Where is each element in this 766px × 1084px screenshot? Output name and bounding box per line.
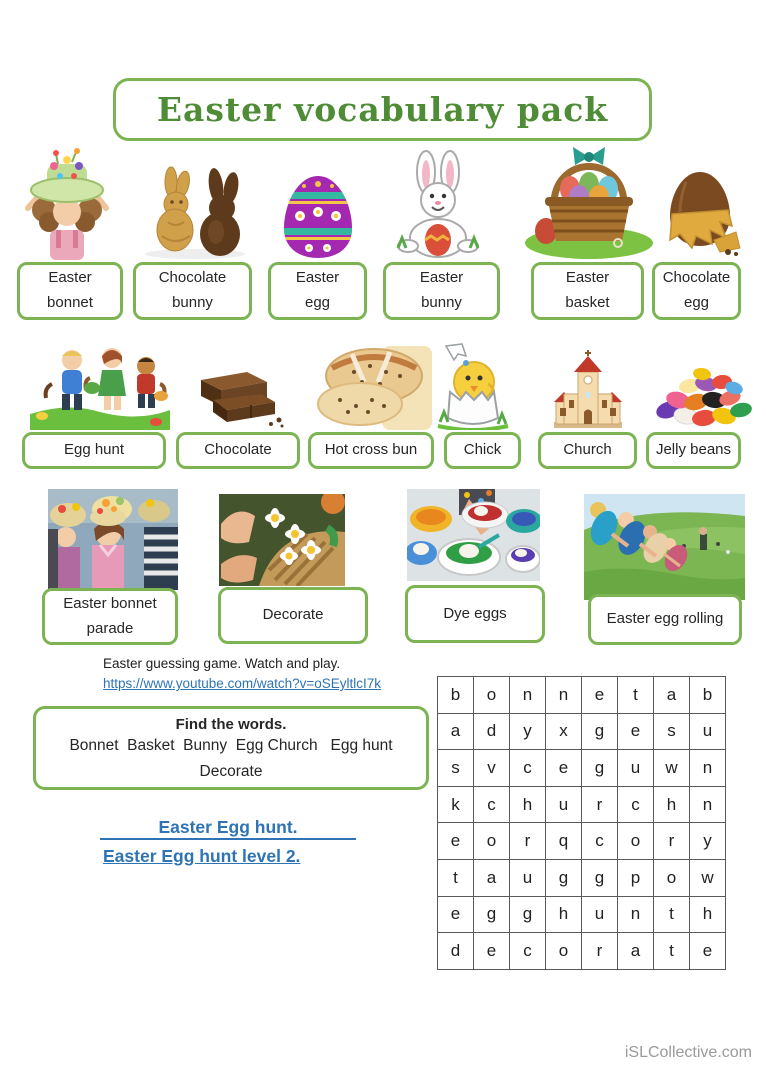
- guessing-game-link[interactable]: https://www.youtube.com/watch?v=oSEyltlcI7k: [103, 676, 382, 691]
- wordsearch-cell: r: [582, 786, 618, 823]
- wordsearch-cell: n: [690, 750, 726, 787]
- chocolate-egg-image: [662, 168, 744, 260]
- wordsearch-cell: q: [546, 823, 582, 860]
- wordsearch-cell: g: [546, 859, 582, 896]
- vocab-label-chocolate: Chocolate: [176, 432, 300, 469]
- wordsearch-cell: o: [618, 823, 654, 860]
- wordsearch-cell: d: [474, 713, 510, 750]
- wordsearch-cell: h: [546, 896, 582, 933]
- find-words-line1: Bonnet Basket Bunny Egg Church Egg hunt: [69, 737, 393, 754]
- vocab-label-jelly-beans: Jelly beans: [646, 432, 741, 469]
- wordsearch-cell: e: [582, 677, 618, 714]
- wordsearch-cell: a: [438, 713, 474, 750]
- vocab-label-chick: Chick: [444, 432, 521, 469]
- wordsearch-cell: g: [510, 896, 546, 933]
- chocolate-bunny-image: [138, 162, 252, 260]
- wordsearch-cell: r: [510, 823, 546, 860]
- easter-egg-hunt-level2-link[interactable]: Easter Egg hunt level 2.: [103, 846, 301, 866]
- wordsearch-cell: w: [654, 750, 690, 787]
- egg-hunt-image: [28, 344, 172, 430]
- wordsearch-cell: w: [690, 859, 726, 896]
- vocab-label-egg-hunt: Egg hunt: [22, 432, 166, 469]
- wordsearch-cell: e: [438, 823, 474, 860]
- wordsearch-cell: s: [654, 713, 690, 750]
- wordsearch-cell: o: [654, 859, 690, 896]
- easter-egg-hunt-link-row: [100, 808, 356, 840]
- vocab-label-hot-cross-bun: Hot cross bun: [308, 432, 434, 469]
- vocab-label-church: Church: [538, 432, 637, 469]
- wordsearch-cell: e: [690, 933, 726, 970]
- easter-bonnet-image: [16, 146, 118, 260]
- wordsearch-cell: t: [654, 896, 690, 933]
- wordsearch-cell: n: [510, 677, 546, 714]
- easter-egg-rolling-photo: [584, 494, 745, 600]
- wordsearch-cell: b: [690, 677, 726, 714]
- wordsearch-cell: r: [582, 933, 618, 970]
- wordsearch-grid: [437, 676, 726, 970]
- easter-bunny-image: [392, 148, 484, 260]
- find-words-box: [33, 706, 429, 790]
- wordsearch-cell: v: [474, 750, 510, 787]
- wordsearch-cell: u: [618, 750, 654, 787]
- wordsearch-cell: a: [474, 859, 510, 896]
- easter-bonnet-parade-photo: [48, 489, 178, 590]
- vocab-label-decorate: Decorate: [218, 587, 368, 644]
- wordsearch-cell: e: [474, 933, 510, 970]
- wordsearch-cell: x: [546, 713, 582, 750]
- easter-egg-hunt-link[interactable]: Easter Egg hunt.: [158, 817, 298, 837]
- wordsearch-cell: g: [474, 896, 510, 933]
- wordsearch-cell: n: [690, 786, 726, 823]
- chick-image: [436, 342, 510, 430]
- page-title: Easter vocabulary pack: [156, 90, 609, 129]
- wordsearch-cell: e: [618, 713, 654, 750]
- wordsearch-cell: y: [690, 823, 726, 860]
- wordsearch-cell: u: [690, 713, 726, 750]
- easter-basket-image: [518, 143, 660, 260]
- church-image: [548, 350, 628, 430]
- wordsearch-cell: b: [438, 677, 474, 714]
- wordsearch-cell: g: [582, 713, 618, 750]
- wordsearch-cell: k: [438, 786, 474, 823]
- hot-cross-bun-image: [312, 342, 432, 430]
- chocolate-image: [183, 360, 287, 430]
- wordsearch-cell: c: [618, 786, 654, 823]
- easter-egg-image: [280, 172, 356, 260]
- vocab-label-easter-egg: Easter egg: [268, 262, 367, 320]
- footer-brand: iSLCollective.com: [624, 1044, 752, 1061]
- vocab-label-easter-basket: Easter basket: [531, 262, 644, 320]
- wordsearch-cell: t: [438, 859, 474, 896]
- vocab-label-easter-egg-rolling: Easter egg rolling: [588, 594, 742, 645]
- wordsearch-cell: t: [618, 677, 654, 714]
- find-words-line2: Decorate: [199, 762, 263, 780]
- vocab-label-easter-bonnet-parade: Easter bonnet parade: [42, 588, 178, 645]
- wordsearch-cell: e: [546, 750, 582, 787]
- wordsearch-cell: g: [582, 750, 618, 787]
- title-box: [113, 78, 652, 141]
- wordsearch-cell: g: [582, 859, 618, 896]
- decorate-photo: [219, 494, 345, 586]
- wordsearch-cell: d: [438, 933, 474, 970]
- wordsearch-cell: u: [510, 859, 546, 896]
- wordsearch-cell: r: [654, 823, 690, 860]
- wordsearch-cell: h: [654, 786, 690, 823]
- dye-eggs-photo: [407, 489, 540, 581]
- vocab-label-easter-bunny: Easter bunny: [383, 262, 500, 320]
- wordsearch-cell: n: [618, 896, 654, 933]
- wordsearch-cell: c: [510, 933, 546, 970]
- vocab-label-chocolate-egg: Chocolate egg: [652, 262, 741, 320]
- jelly-beans-image: [638, 366, 756, 428]
- wordsearch-cell: s: [438, 750, 474, 787]
- wordsearch-cell: u: [546, 786, 582, 823]
- guessing-game-text: Easter guessing game. Watch and play.: [103, 656, 341, 671]
- wordsearch-cell: o: [474, 677, 510, 714]
- wordsearch-cell: o: [474, 823, 510, 860]
- wordsearch-cell: a: [618, 933, 654, 970]
- wordsearch-cell: o: [546, 933, 582, 970]
- wordsearch-cell: h: [690, 896, 726, 933]
- wordsearch-cell: u: [582, 896, 618, 933]
- wordsearch-cell: n: [546, 677, 582, 714]
- wordsearch-cell: y: [510, 713, 546, 750]
- vocab-label-easter-bonnet: Easter bonnet: [17, 262, 123, 320]
- wordsearch-cell: p: [618, 859, 654, 896]
- vocab-label-chocolate-bunny: Chocolate bunny: [133, 262, 252, 320]
- wordsearch-cell: c: [582, 823, 618, 860]
- wordsearch-cell: h: [510, 786, 546, 823]
- easter-egg-hunt-level2-link-row: [103, 846, 300, 867]
- vocab-label-dye-eggs: Dye eggs: [405, 585, 545, 643]
- wordsearch-cell: a: [654, 677, 690, 714]
- wordsearch-cell: t: [654, 933, 690, 970]
- wordsearch-cell: e: [438, 896, 474, 933]
- find-words-title: Find the words.: [175, 716, 287, 733]
- wordsearch-cell: c: [510, 750, 546, 787]
- wordsearch-cell: c: [474, 786, 510, 823]
